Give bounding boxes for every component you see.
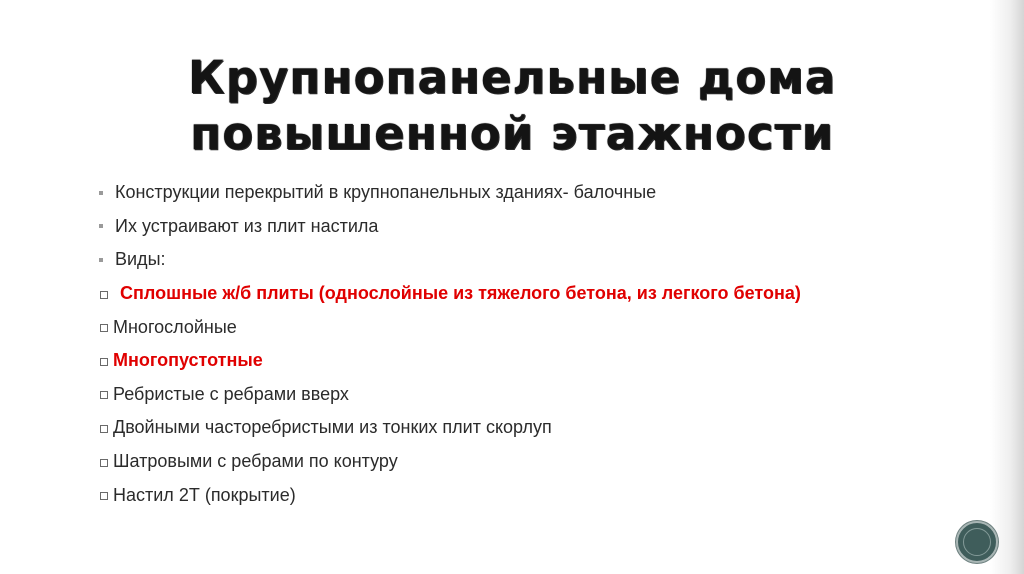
- list-item-text: Конструкции перекрытий в крупнопанельных зданиях- балочные: [115, 182, 657, 203]
- list-item-text: Шатровыми с ребрами по контуру: [113, 451, 398, 472]
- title-line-2: повышенной этажности: [190, 107, 834, 160]
- list-item: [96, 378, 801, 412]
- square-bullet-icon: [99, 191, 103, 195]
- slide-edge-shadow: [990, 0, 1024, 574]
- bullet-list: [96, 176, 801, 512]
- checkbox-bullet-icon: [100, 459, 108, 467]
- list-item-text: Их устраивают из плит настила: [115, 215, 379, 236]
- list-item: [96, 310, 801, 344]
- checkbox-bullet-icon: [100, 291, 108, 299]
- list-item-text: Виды:: [115, 249, 166, 270]
- list-item-text: Сплошные ж/б плиты (однослойные из тяжелого бетона, из легкого бетона): [120, 283, 801, 304]
- slide-badge-icon: [956, 521, 998, 563]
- checkbox-bullet-icon: [100, 391, 108, 399]
- square-bullet-icon: [99, 224, 103, 228]
- list-item-text: Многослойные: [113, 316, 237, 337]
- checkbox-bullet-icon: [100, 358, 108, 366]
- list-item: [96, 478, 801, 512]
- square-bullet-icon: [99, 258, 103, 262]
- list-item: [96, 176, 801, 210]
- checkbox-bullet-icon: [100, 425, 108, 433]
- list-item: [96, 411, 801, 445]
- list-item: [96, 277, 801, 311]
- list-item: [96, 243, 801, 277]
- checkbox-bullet-icon: [100, 324, 108, 332]
- checkbox-bullet-icon: [100, 492, 108, 500]
- list-item: [96, 445, 801, 479]
- list-item-text: Ребристые с ребрами вверх: [113, 383, 349, 404]
- badge-ring: [963, 528, 991, 556]
- slide-title: [100, 50, 924, 162]
- list-item-text: Двойными часторебристыми из тонких плит скорлуп: [113, 417, 552, 438]
- list-item: [96, 344, 801, 378]
- list-item-text: Многопустотные: [113, 350, 263, 371]
- title-line-1: Крупнопанельные дома: [187, 51, 837, 104]
- list-item: [96, 210, 801, 244]
- list-item-text: Настил 2Т (покрытие): [113, 484, 296, 505]
